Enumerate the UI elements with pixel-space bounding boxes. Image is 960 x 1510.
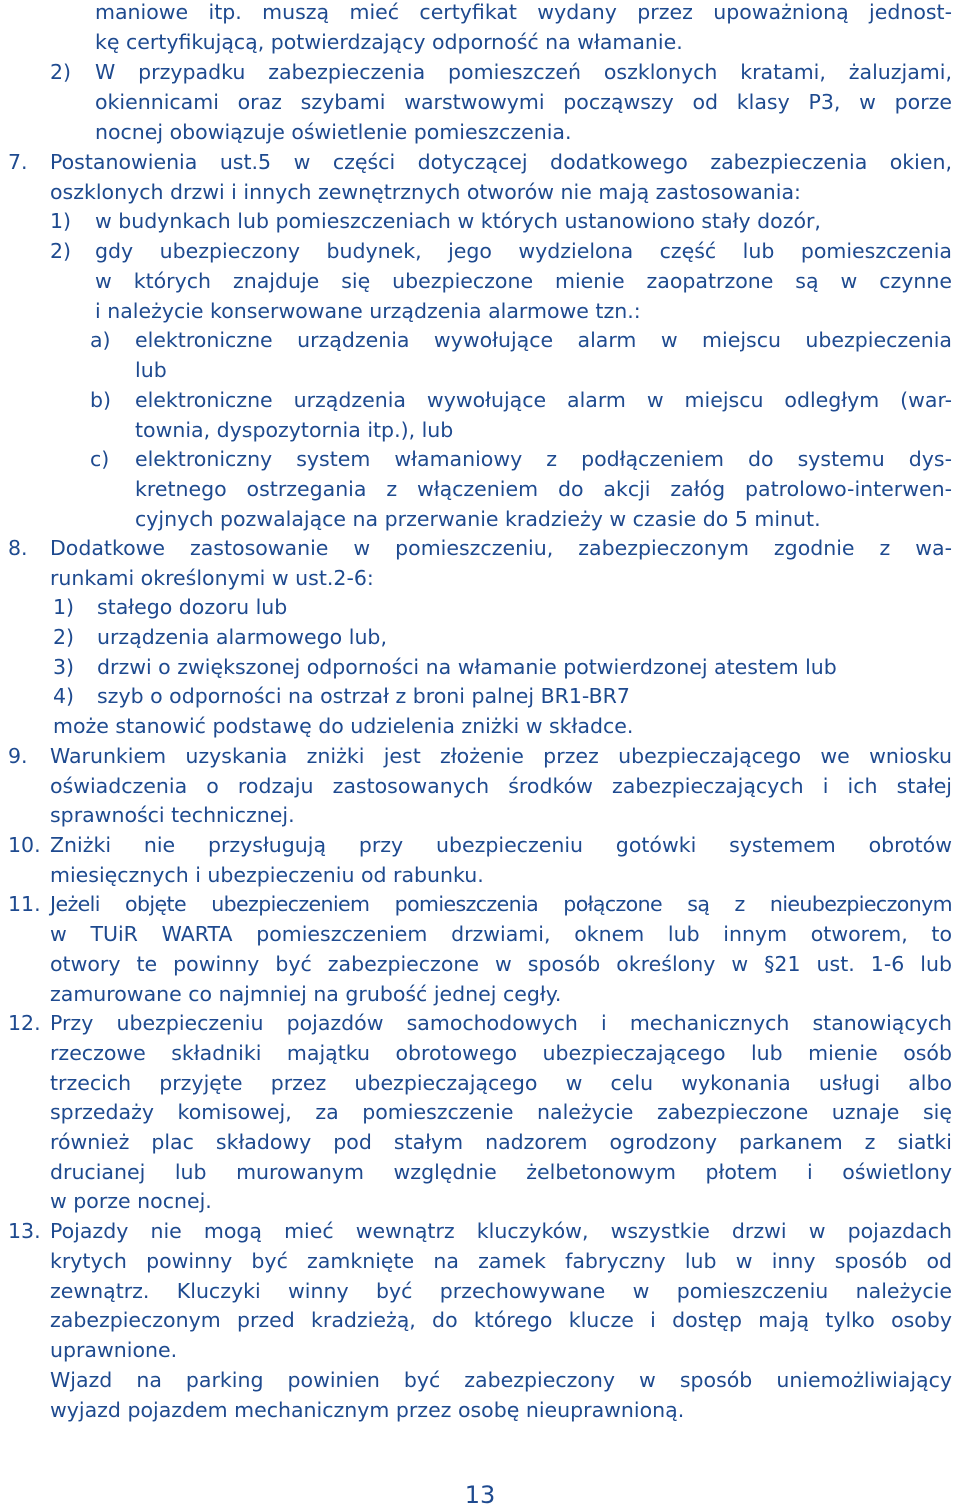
text-line: drucianej lub murowanym względnie żelbetonowym płotem i oświetlony <box>50 1160 952 1184</box>
text-line: okiennicami oraz szybami warstwowymi począwszy od klasy P3, w porze <box>95 90 952 114</box>
list-number: 13. <box>8 1219 41 1243</box>
text-line: uprawnione. <box>50 1338 178 1362</box>
text-line: oświadczenia o rodzaju zastosowanych środków zabezpieczających i ich stałej <box>50 774 952 798</box>
list-number: 2) <box>50 239 72 263</box>
text-line: Zniżki nie przysługują przy ubezpieczeniu gotówki systemem obrotów <box>50 833 952 857</box>
text-line: w porze nocnej. <box>50 1189 212 1213</box>
text-line: elektroniczny system włamaniowy z podłączeniem do systemu dys- <box>135 447 952 471</box>
text-line: sprzedaży komisowej, za pomieszczenie należycie zabezpieczone uznaje się <box>50 1100 952 1124</box>
text-line: urządzenia alarmowego lub, <box>97 625 387 649</box>
list-number: 2) <box>50 60 72 84</box>
text-line: krytych powinny być zamknięte na zamek fabryczny lub w inny sposób od <box>50 1249 952 1273</box>
list-number: 8. <box>8 536 28 560</box>
text-line: i należycie konserwowane urządzenia alarmowe tzn.: <box>95 299 641 323</box>
text-line: kretnego ostrzegania z włączeniem do akcji załóg patrolowo-interwen- <box>135 477 952 501</box>
list-number: 10. <box>8 833 41 857</box>
text-line: elektroniczne urządzenia wywołujące alarm w miejscu ubezpieczenia <box>135 328 952 352</box>
text-line: Postanowienia ust.5 w części dotyczącej dodatkowego zabezpieczenia okien, <box>50 150 952 174</box>
text-line: zewnątrz. Kluczyki winny być przechowywane w pomieszczeniu należycie <box>50 1279 952 1303</box>
text-line: szyb o odporności na ostrzał z broni palnej BR1-BR7 <box>97 684 630 708</box>
text-line: w TUiR WARTA pomieszczeniem drzwiami, oknem lub innym otworem, to <box>50 922 952 946</box>
text-line: runkami określonymi w ust.2-6: <box>50 566 374 590</box>
text-line: zabezpieczonym przed kradzieżą, do którego klucze i dostęp mają tylko osoby <box>50 1308 952 1332</box>
text-line: Wjazd na parking powinien być zabezpieczony w sposób uniemożliwiający <box>50 1368 952 1392</box>
text-line: w budynkach lub pomieszczeniach w których ustanowiono stały dozór, <box>95 209 821 233</box>
text-line: drzwi o zwiększonej odporności na włamanie potwierdzonej atestem lub <box>97 655 837 679</box>
text-line: lub <box>135 358 167 382</box>
list-number: 3) <box>53 655 75 679</box>
text-line: Warunkiem uzyskania zniżki jest złożenie przez ubezpieczającego we wniosku <box>50 744 952 768</box>
list-number: 1) <box>50 209 72 233</box>
text-line: rzeczowe składniki majątku obrotowego ubezpieczającego lub mienie osób <box>50 1041 952 1065</box>
list-number: a) <box>90 328 111 352</box>
text-line: Dodatkowe zastosowanie w pomieszczeniu, zabezpieczonym zgodnie z wa- <box>50 536 952 560</box>
list-number: 9. <box>8 744 28 768</box>
text-line: trzecich przyjęte przez ubezpieczającego w celu wykonania usługi albo <box>50 1071 952 1095</box>
text-line: cyjnych pozwalające na przerwanie kradzieży w czasie do 5 minut. <box>135 507 821 531</box>
text-line: również plac składowy pod stałym nadzorem ogrodzony parkanem z siatki <box>50 1130 952 1154</box>
text-line: elektroniczne urządzenia wywołujące alarm w miejscu odległym (war- <box>135 388 952 412</box>
text-line: miesięcznych i ubezpieczeniu od rabunku. <box>50 863 484 887</box>
list-number: 11. <box>8 892 41 916</box>
list-number: c) <box>90 447 110 471</box>
list-number: 2) <box>53 625 75 649</box>
text-line: zamurowane co najmniej na grubość jednej cegły. <box>50 982 562 1006</box>
list-number: 7. <box>8 150 28 174</box>
text-line: maniowe itp. muszą mieć certyfikat wydany przez upoważnioną jednost- <box>95 0 952 24</box>
text-line: townia, dyspozytornia itp.), lub <box>135 418 454 442</box>
list-number: 1) <box>53 595 75 619</box>
text-line: otwory te powinny być zabezpieczone w sposób określony w §21 ust. 1-6 lub <box>50 952 952 976</box>
list-number: b) <box>90 388 112 412</box>
text-line: oszklonych drzwi i innych zewnętrznych otworów nie mają zastosowania: <box>50 180 801 204</box>
text-line: Jeżeli objęte ubezpieczeniem pomieszczenia połączone są z nieubezpieczonym <box>50 892 952 916</box>
text-line: gdy ubezpieczony budynek, jego wydzielona część lub pomieszczenia <box>95 239 952 263</box>
text-line: może stanowić podstawę do udzielenia zniżki w składce. <box>53 714 634 738</box>
text-line: Przy ubezpieczeniu pojazdów samochodowych i mechanicznych stanowiących <box>50 1011 952 1035</box>
text-line: nocnej obowiązuje oświetlenie pomieszczenia. <box>95 120 572 144</box>
text-line: W przypadku zabezpieczenia pomieszczeń oszklonych kratami, żaluzjami, <box>95 60 952 84</box>
text-line: stałego dozoru lub <box>97 595 288 619</box>
text-line: wyjazd pojazdem mechanicznym przez osobę nieuprawnioną. <box>50 1398 685 1422</box>
text-line: w których znajduje się ubezpieczone mienie zaopatrzone są w czynne <box>95 269 952 293</box>
page-number: 13 <box>464 1481 496 1509</box>
text-line: kę certyfikującą, potwierdzający odporność na włamanie. <box>95 30 683 54</box>
list-number: 4) <box>53 684 75 708</box>
text-line: Pojazdy nie mogą mieć wewnątrz kluczyków, wszystkie drzwi w pojazdach <box>50 1219 952 1243</box>
text-line: sprawności technicznej. <box>50 803 295 827</box>
list-number: 12. <box>8 1011 41 1035</box>
